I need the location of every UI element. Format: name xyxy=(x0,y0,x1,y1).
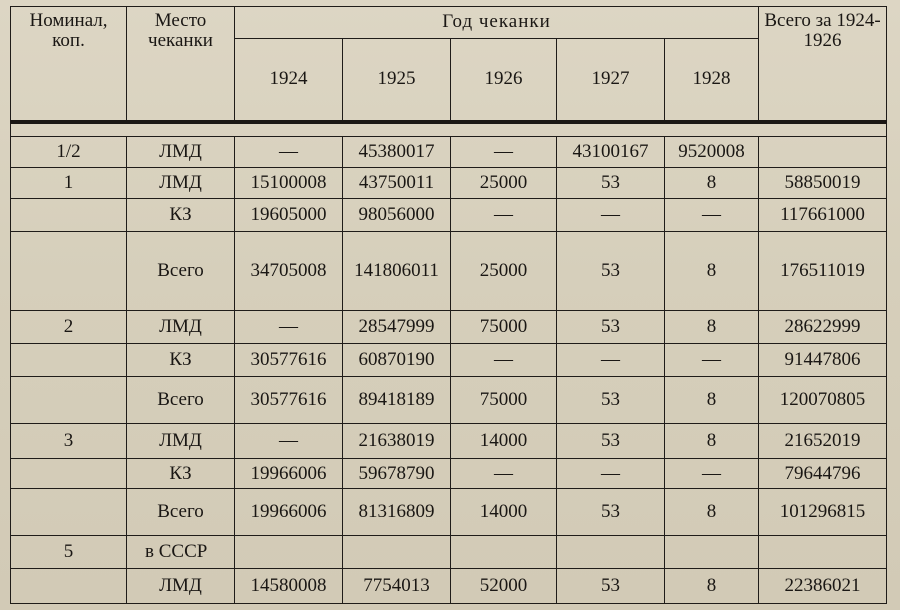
cell-place: Всего xyxy=(127,376,235,423)
cell-1925: 89418189 xyxy=(343,376,451,423)
header-year-1928: 1928 xyxy=(665,38,759,122)
cell-1925 xyxy=(343,536,451,569)
table-row xyxy=(11,168,887,199)
cell-1926 xyxy=(451,536,557,569)
cell-place: ЛМД xyxy=(127,168,235,199)
cell-nominal xyxy=(11,458,127,489)
cell-1928: 8 xyxy=(665,231,759,311)
cell-1926: — xyxy=(451,344,557,377)
cell-nominal xyxy=(11,344,127,377)
cell-place: КЗ xyxy=(127,344,235,377)
cell-place: в СССР xyxy=(127,536,235,569)
header-nominal: Номинал, коп. xyxy=(11,7,127,123)
cell-1928: 8 xyxy=(665,311,759,344)
cell-1924: — xyxy=(235,311,343,344)
cell-nominal: 1 xyxy=(11,168,127,199)
cell-1925: 7754013 xyxy=(343,569,451,604)
table-row xyxy=(11,311,887,344)
cell-1927: 53 xyxy=(557,231,665,311)
table-row xyxy=(11,376,887,423)
cell-1925: 21638019 xyxy=(343,423,451,458)
cell-1925: 81316809 xyxy=(343,489,451,536)
cell-1927: — xyxy=(557,198,665,231)
table-row xyxy=(11,344,887,377)
cell-nominal xyxy=(11,569,127,604)
cell-place: ЛМД xyxy=(127,569,235,604)
cell-1927: — xyxy=(557,344,665,377)
cell-total: 22386021 xyxy=(759,569,887,604)
cell-1926: 75000 xyxy=(451,311,557,344)
cell-1925: 45380017 xyxy=(343,137,451,168)
cell-nominal xyxy=(11,376,127,423)
cell-total: 101296815 xyxy=(759,489,887,536)
cell-1926: 52000 xyxy=(451,569,557,604)
cell-1926: 25000 xyxy=(451,168,557,199)
cell-1926: 14000 xyxy=(451,423,557,458)
cell-total: 176511019 xyxy=(759,231,887,311)
cell-place: ЛМД xyxy=(127,311,235,344)
cell-place: ЛМД xyxy=(127,423,235,458)
cell-1925: 98056000 xyxy=(343,198,451,231)
cell-nominal: 5 xyxy=(11,536,127,569)
cell-1927: 53 xyxy=(557,423,665,458)
cell-1924: 30577616 xyxy=(235,376,343,423)
header-year-1926: 1926 xyxy=(451,38,557,122)
cell-1927: 53 xyxy=(557,569,665,604)
table-row xyxy=(11,231,887,311)
cell-1926: — xyxy=(451,458,557,489)
cell-1924: 34705008 xyxy=(235,231,343,311)
table-row xyxy=(11,458,887,489)
cell-1927: 53 xyxy=(557,489,665,536)
header-year-1927: 1927 xyxy=(557,38,665,122)
cell-nominal xyxy=(11,231,127,311)
cell-1926: 25000 xyxy=(451,231,557,311)
cell-total: 79644796 xyxy=(759,458,887,489)
cell-1924: — xyxy=(235,423,343,458)
cell-place: ЛМД xyxy=(127,137,235,168)
table-row xyxy=(11,489,887,536)
cell-total: 120070805 xyxy=(759,376,887,423)
cell-total: 28622999 xyxy=(759,311,887,344)
table-row xyxy=(11,569,887,604)
cell-1927: 53 xyxy=(557,376,665,423)
cell-1928: 8 xyxy=(665,489,759,536)
cell-1925: 43750011 xyxy=(343,168,451,199)
cell-1927 xyxy=(557,536,665,569)
cell-total: 21652019 xyxy=(759,423,887,458)
cell-1928: — xyxy=(665,458,759,489)
cell-1927: 53 xyxy=(557,311,665,344)
cell-1927: 53 xyxy=(557,168,665,199)
cell-place: КЗ xyxy=(127,198,235,231)
header-year-group: Год чеканки xyxy=(235,7,759,39)
cell-1928: 8 xyxy=(665,168,759,199)
cell-1924 xyxy=(235,536,343,569)
cell-place: Всего xyxy=(127,489,235,536)
cell-1925: 59678790 xyxy=(343,458,451,489)
spacer-row xyxy=(11,122,887,137)
cell-1926: 14000 xyxy=(451,489,557,536)
cell-1928: 8 xyxy=(665,569,759,604)
cell-nominal: 1/2 xyxy=(11,137,127,168)
cell-total: 117661000 xyxy=(759,198,887,231)
cell-1926: — xyxy=(451,198,557,231)
header-total: Всего за 1924-1926 xyxy=(759,7,887,123)
cell-place: КЗ xyxy=(127,458,235,489)
cell-1928: — xyxy=(665,198,759,231)
header-row-1 xyxy=(11,7,887,39)
cell-1926: — xyxy=(451,137,557,168)
cell-1924: 14580008 xyxy=(235,569,343,604)
cell-total: 58850019 xyxy=(759,168,887,199)
cell-1928: 8 xyxy=(665,376,759,423)
cell-1924: 19966006 xyxy=(235,489,343,536)
cell-total xyxy=(759,536,887,569)
cell-1924: 19966006 xyxy=(235,458,343,489)
cell-1925: 141806011 xyxy=(343,231,451,311)
cell-nominal: 2 xyxy=(11,311,127,344)
cell-1928: 9520008 xyxy=(665,137,759,168)
cell-total xyxy=(759,137,887,168)
cell-total: 91447806 xyxy=(759,344,887,377)
cell-1928 xyxy=(665,536,759,569)
cell-nominal xyxy=(11,198,127,231)
coinage-table xyxy=(10,6,887,604)
cell-1924: — xyxy=(235,137,343,168)
cell-1924: 15100008 xyxy=(235,168,343,199)
table-row xyxy=(11,198,887,231)
header-year-1925: 1925 xyxy=(343,38,451,122)
cell-1926: 75000 xyxy=(451,376,557,423)
cell-1925: 60870190 xyxy=(343,344,451,377)
cell-nominal xyxy=(11,489,127,536)
cell-1927: 43100167 xyxy=(557,137,665,168)
header-place: Место чеканки xyxy=(127,7,235,123)
header-year-1924: 1924 xyxy=(235,38,343,122)
cell-place: Всего xyxy=(127,231,235,311)
cell-1924: 19605000 xyxy=(235,198,343,231)
cell-1928: — xyxy=(665,344,759,377)
cell-1924: 30577616 xyxy=(235,344,343,377)
table-row xyxy=(11,423,887,458)
cell-1925: 28547999 xyxy=(343,311,451,344)
cell-1928: 8 xyxy=(665,423,759,458)
table-row xyxy=(11,137,887,168)
table-row xyxy=(11,536,887,569)
cell-1927: — xyxy=(557,458,665,489)
cell-nominal: 3 xyxy=(11,423,127,458)
